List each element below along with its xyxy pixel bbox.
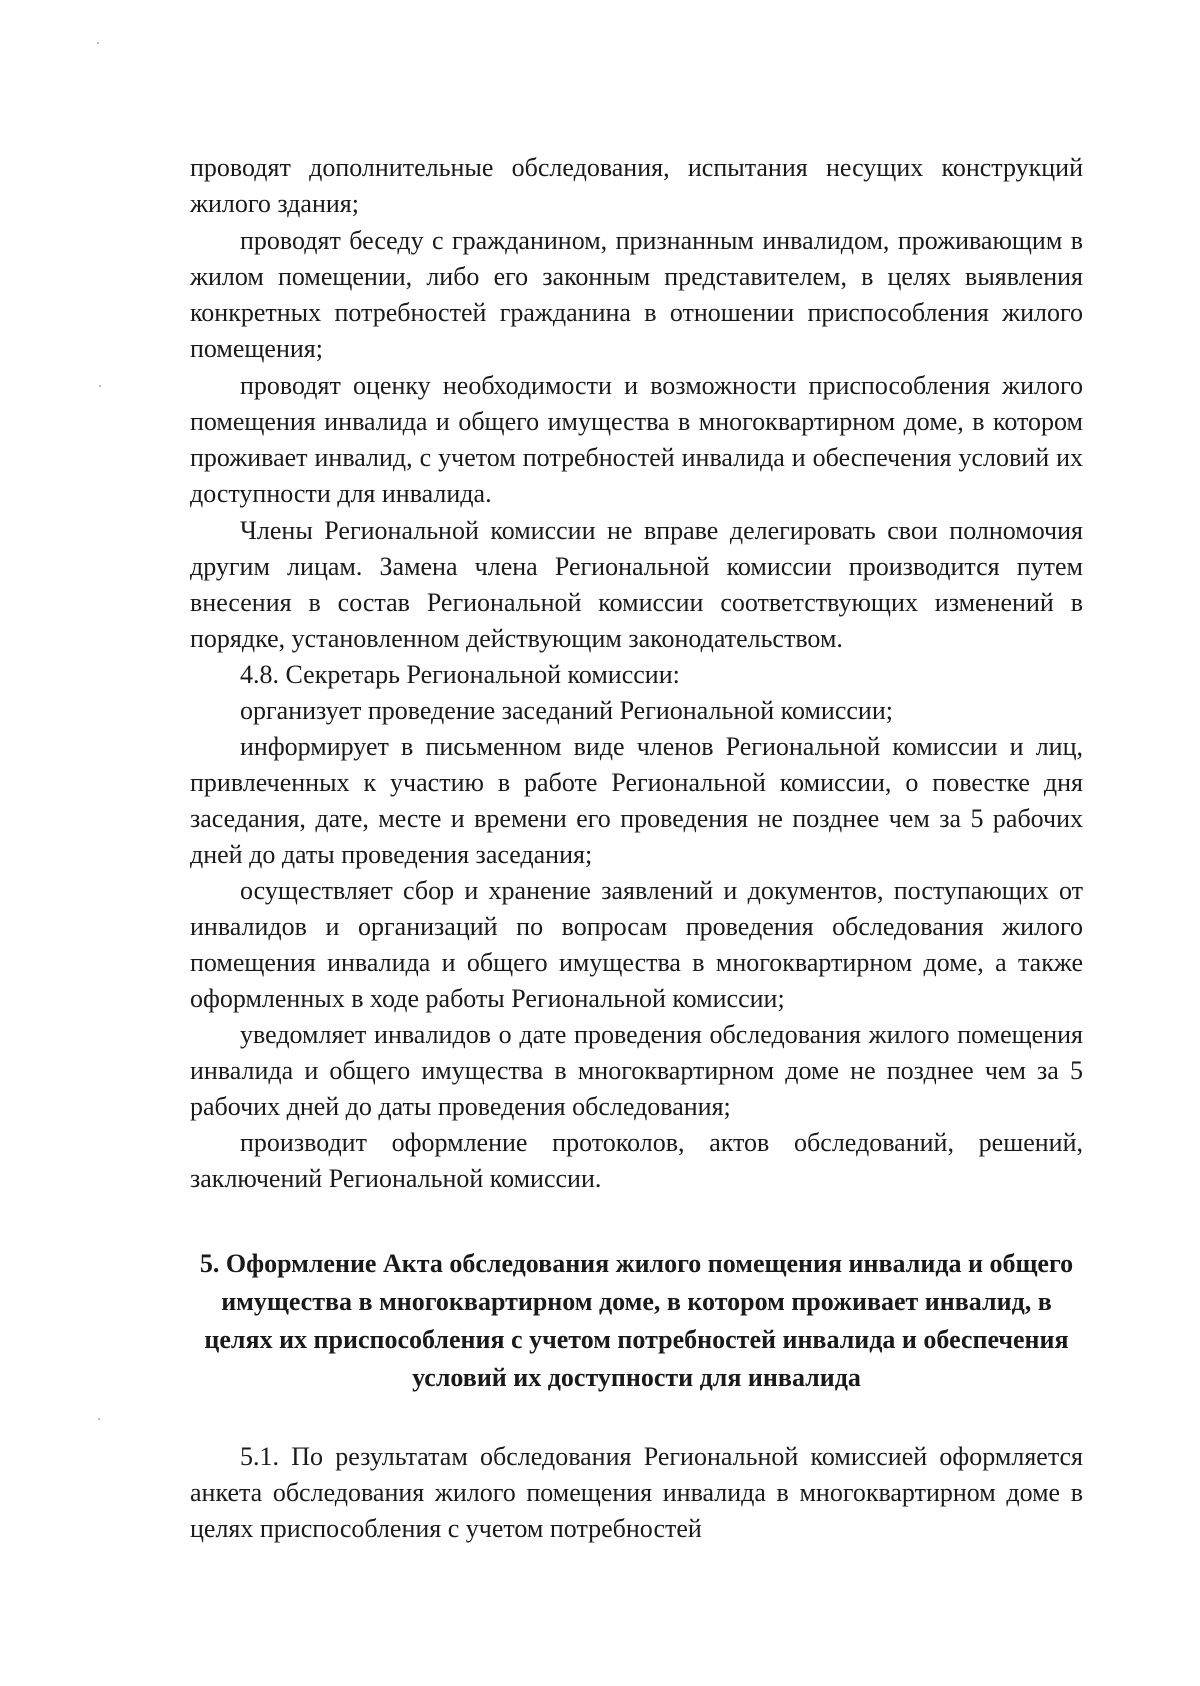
document-body [190, 150, 1083, 1547]
scan-speck [99, 385, 101, 387]
scan-speck [98, 1418, 100, 1420]
paragraph-secretary-heading: 4.8. Секретарь Региональной комиссии: [240, 660, 680, 689]
paragraph-members: Члены Региональной комиссии не вправе делегировать свои полномочия другим лицам. Замена члена Региональной комиссии производится путем внесения в состав Региональной комиссии соответствующих изменений в порядке, установленном действующим законодательством. [190, 516, 1083, 653]
paragraph-collects: осуществляет сбор и хранение заявлений и документов, поступающих от инвалидов и организаций по вопросам проведения обследования жилого помещения инвалида и общего имущества в многоквартирном доме, а также оформленных в ходе работы Региональной комиссии; [190, 876, 1083, 1013]
paragraph-produces: производит оформление протоколов, актов обследований, решений, заключений Региональной комиссии. [190, 1128, 1083, 1193]
paragraph-informs: информирует в письменном виде членов Региональной комиссии и лиц, привлеченных к участию в работе Региональной комиссии, о повестке дня заседания, дате, месте и времени его проведения не позднее чем за 5 рабочих дней до даты проведения заседания; [190, 732, 1083, 869]
section-title: 5. Оформление Акта обследования жилого помещения инвалида и общего имущества в многоквартирном доме, в котором проживает инвалид, в целях их приспособления с учетом потребностей инвалида и обеспечения условий их доступности для инвалида [199, 1249, 1074, 1392]
paragraph-organizes: организует проведение заседаний Региональной комиссии; [240, 696, 893, 725]
paragraph-additional-surveys: проводят дополнительные обследования, испытания несущих конструкций жилого здания; [190, 153, 1083, 218]
scan-speck [97, 42, 99, 44]
paragraph-assessment: проводят оценку необходимости и возможности приспособления жилого помещения инвалида и общего имущества в многоквартирном доме, в котором проживает инвалид, с учетом потребностей инвалида и обеспечения условий их доступности для инвалида. [190, 371, 1083, 508]
paragraph-5-1: 5.1. По результатам обследования Региональной комиссией оформляется анкета обследования жилого помещения инвалида в многоквартирном доме в целях приспособления с учетом потребностей [190, 1442, 1083, 1543]
paragraph-conversation: проводят беседу с гражданином, признанным инвалидом, проживающим в жилом помещении, либо его законным представителем, в целях выявления конкретных потребностей гражданина в отношении приспособления жилого помещения; [190, 226, 1083, 363]
paragraph-notifies: уведомляет инвалидов о дате проведения обследования жилого помещения инвалида и общего имущества в многоквартирном доме не позднее чем за 5 рабочих дней до даты проведения обследования; [190, 1020, 1083, 1121]
